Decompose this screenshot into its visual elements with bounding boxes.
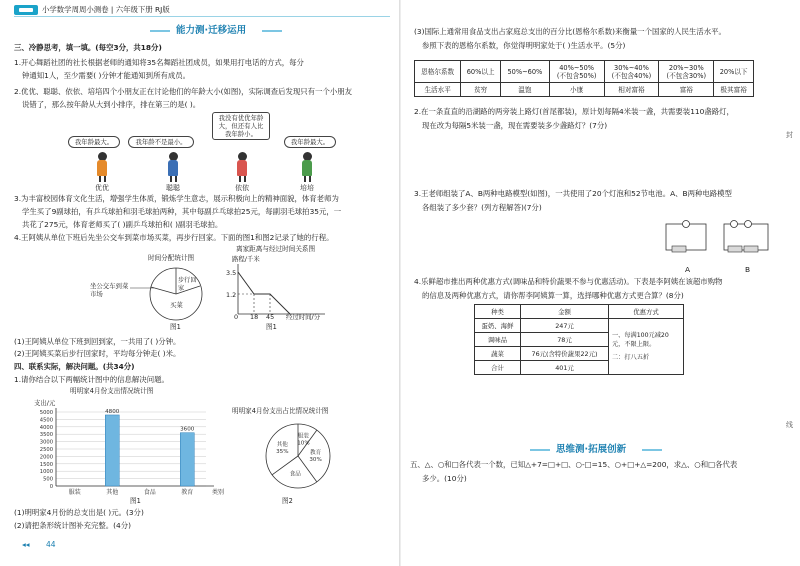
circuit-label-b: B xyxy=(745,265,751,274)
fig1-label-walk: 步行回家 xyxy=(178,277,197,292)
q4-line1: 4.王阿姨从单位下班后先坐公交车到菜市场买菜，再步行回家。下面的图1和图2记录了她的行程。 xyxy=(14,233,334,242)
bar-category-label: 其他 xyxy=(106,489,119,496)
shop-header-offer: 优惠方式 xyxy=(609,305,684,319)
margin-mark-line: 线 xyxy=(786,421,793,429)
page-header: 小学数学周周小测卷 | 六年级下册 RJ版 xyxy=(42,5,170,14)
speech-bubble-congcong: 我年龄不是最小。 xyxy=(128,136,194,148)
engel-header-cell: 40%~50% (不包含50%) xyxy=(549,61,604,83)
shop-cell: 78元 xyxy=(521,333,609,347)
section-deco-left xyxy=(150,30,170,32)
speech-bubble-yiyi: 我没有优优年龄大，但还有人比我年龄小。 xyxy=(212,112,270,140)
engel-header-cell: 20%~30% (不包含30%) xyxy=(659,61,714,83)
engel-level-cell: 富裕 xyxy=(659,83,714,97)
bar-chart-caption: 图1 xyxy=(130,497,141,505)
fig1-caption: 图1 xyxy=(170,323,181,331)
bar-ytick-label: 3500 xyxy=(39,432,53,439)
kid-name-yiyi: 依依 xyxy=(235,184,249,192)
kid-name-congcong: 聪聪 xyxy=(166,184,180,192)
q1-line2: 钟通知1人，至少需要( )分钟才能通知到所有成员。 xyxy=(22,71,191,80)
bar-xlabel: 类别 xyxy=(211,489,225,496)
section-deco-right xyxy=(262,30,282,32)
shop-header-kind: 种类 xyxy=(475,305,521,319)
q3-line3: 共花了275元，体育老师买了( )副乒乓球拍和( )副羽毛球拍。 xyxy=(22,220,223,229)
section-title-thinking: 思维测·拓展创新 xyxy=(556,444,627,455)
bar-ytick-label: 500 xyxy=(43,476,53,483)
page-number-left: 44 xyxy=(46,540,56,549)
bar-教育 xyxy=(180,433,194,486)
speech-bubble-peipei: 我年龄最大。 xyxy=(284,136,336,148)
fig1-label-bus: 坐公交车到菜市场 xyxy=(90,282,129,298)
kid-name-peipei: 培培 xyxy=(300,184,314,192)
bar-category-label: 教育 xyxy=(181,489,194,496)
q-charts-sub2: (2)请把条形统计图补充完整。(4分) xyxy=(14,521,132,530)
engel-level-cell: 相对富裕 xyxy=(604,83,659,97)
q2-line2: 说错了，那么按年龄从大到小排序，排在第三的是( )。 xyxy=(22,100,201,109)
q3-line1: 3.为丰富校园体育文化生活，增强学生体质，锻炼学生意志，展示积极向上的精神面貌，体育老师为 xyxy=(14,194,339,203)
q4-sub2: (2)王阿姨买菜后步行回家时，平均每分钟走( )米。 xyxy=(14,349,181,358)
r-q3-line2: 各组装了多少套？(列方程解答)(7分) xyxy=(422,203,542,212)
kid-name-youyou: 优优 xyxy=(95,184,109,192)
fig2-ylabel: 路程/千米 xyxy=(232,255,260,263)
speech-bubble-youyou: 我年龄最大。 xyxy=(68,136,120,148)
shop-cell: 401元 xyxy=(521,361,609,375)
pie-chart xyxy=(254,418,344,498)
fig2-xtick-45: 45 xyxy=(266,313,275,321)
section2-deco-left xyxy=(530,449,550,451)
engel-level-cell: 温饱 xyxy=(501,83,550,97)
shop-cell: 调味品 xyxy=(475,333,521,347)
q3a-line2: 参照下表的恩格尔系数，你觉得明明家处于( )生活水平。(5分) xyxy=(422,41,626,50)
shopping-table xyxy=(474,304,684,375)
engel-level-cell: 极其富裕 xyxy=(714,83,754,97)
shop-cell: 247元 xyxy=(521,319,609,333)
bar-其他 xyxy=(105,415,119,486)
section-title-ability: 能力测·迁移运用 xyxy=(176,25,247,36)
r-q4-line2: 的信息及两种优惠方式，请你帮李阿姨算一算，选择哪种优惠方式更合算？(8分) xyxy=(422,291,684,300)
margin-mark-seal: 封 xyxy=(786,131,793,139)
shop-offer-2: 二：打八五折 xyxy=(612,354,650,361)
shop-cell: 蛋奶、海鲜 xyxy=(475,319,521,333)
engel-table xyxy=(414,60,754,97)
bar-value-label: 3600 xyxy=(180,426,195,433)
q2-line1: 2.优优、聪聪、依依、培培四个小朋友正在讨论他们的年龄大小(如图)，实际调查后发现只有一个小朋友 xyxy=(14,87,353,96)
fig2-xlabel: 经过时间/分 xyxy=(286,313,321,321)
fig2-xtick-18: 18 xyxy=(250,313,259,321)
circuit-diagram xyxy=(662,214,782,264)
r-q3-line1: 3.王老师组装了A、B两种电路模型(如图)，一共使用了20个灯泡和52节电池。A、B两种电路模型 xyxy=(414,189,732,198)
pie-chart-caption: 图2 xyxy=(282,497,293,505)
bar-ytick-label: 5000 xyxy=(39,410,53,416)
engel-header-cell: 恩格尔系数 xyxy=(415,61,461,83)
part4-heading: 四、联系实际，解决问题。(共34分) xyxy=(14,362,135,371)
engel-level-cell: 小康 xyxy=(549,83,604,97)
q3-line2: 学生买了9副球拍，有乒乓球拍和羽毛球拍两种，其中每副乒乓球拍25元，每副羽毛球拍35元，一 xyxy=(22,207,342,216)
circuit-label-a: A xyxy=(685,265,691,274)
page-number-arrow-icon: ◂◂ xyxy=(22,540,30,549)
shop-cell: 76元(含特价蔬果22元) xyxy=(521,347,609,361)
q4-sub1: (1)王阿姨从单位下班到回到家，一共用了( )分钟。 xyxy=(14,337,181,346)
shop-header-amount: 金额 xyxy=(521,305,609,319)
bar-category-label: 食品 xyxy=(143,489,156,496)
part3-heading: 三、冷静思考，填一填。(每空3分，共18分) xyxy=(14,43,162,52)
shop-offer-1: 一、每满100元减20元，不限上限。 xyxy=(612,332,669,348)
engel-header-cell: 30%~40% (不包含40%) xyxy=(604,61,659,83)
section2-deco-right xyxy=(642,449,662,451)
bar-ytick-label: 3000 xyxy=(39,439,53,446)
r-q5-line1: 五、△、○和□各代表一个数，已知△+7=□+□、○-□=15、○+□+△=200，求△、○和□各代表 xyxy=(410,460,738,469)
r-q4-line1: 4.乐鲜超市推出两种优惠方式(调味品和特价蔬果不参与优惠活动)。下表是李阿姨在该超市购物 xyxy=(414,277,723,286)
bar-ytick-label: 0 xyxy=(49,484,53,490)
r-q2-line1: 2.在一条直直的沿湖路的两旁装上路灯(首尾都装)，原计划每隔4米装一盏，共需要装110盏路灯， xyxy=(414,107,734,116)
pie-label: 食品 xyxy=(289,471,301,478)
engel-level-cell: 贫穷 xyxy=(461,83,501,97)
header-divider xyxy=(14,16,390,17)
bar-value-label: 4800 xyxy=(105,408,120,415)
right-page xyxy=(400,0,800,566)
q-charts-intro: 1.请你结合以下两幅统计图中的信息解决问题。 xyxy=(14,375,169,384)
q-charts-sub1: (1)明明家4月份的总支出是( )元。(3分) xyxy=(14,508,144,517)
pie-label: 教育 30% xyxy=(309,450,322,463)
bar-chart-title: 明明家4月份支出情况统计图 xyxy=(70,387,154,395)
fig1-pie-chart xyxy=(80,262,220,342)
pie-label: 其他 35% xyxy=(276,442,289,456)
fig2-xtick-0: 0 xyxy=(234,313,239,321)
bar-ytick-label: 2500 xyxy=(39,447,53,453)
q3a-line1: (3)国际上通常用食品支出占家庭总支出的百分比(恩格尔系数)来衡量一个国家的人民生活水平。 xyxy=(414,27,726,36)
bar-chart xyxy=(30,406,230,496)
book-logo-icon xyxy=(14,5,38,15)
engel-header-cell: 50%~60% xyxy=(501,61,550,83)
engel-header-cell: 20%以下 xyxy=(714,61,754,83)
fig2-title: 离家距离与经过时间关系图 xyxy=(236,245,316,253)
pie-label: 服装 10% xyxy=(297,433,310,447)
q1-line1: 1.开心舞蹈社团的社长根据老师的通知将35名舞蹈社团成员，如果用打电话的方式，每分 xyxy=(14,58,304,67)
bar-chart-ylabel: 支出/元 xyxy=(34,399,56,407)
pie-chart-title: 明明家4月份支出占比情况统计图 xyxy=(232,407,329,415)
bar-ytick-label: 1500 xyxy=(39,461,53,468)
bar-ytick-label: 2000 xyxy=(39,454,53,461)
bar-ytick-label: 4000 xyxy=(39,424,53,431)
fig2-ytick-3.5: 3.5 xyxy=(226,269,237,277)
shop-cell: 蔬菜 xyxy=(475,347,521,361)
fig1-label-shop: 买菜 xyxy=(170,301,183,309)
fig2-caption: 图1 xyxy=(266,323,277,331)
r-q5-line2: 多少。(10分) xyxy=(422,474,467,483)
engel-level-cell: 生活水平 xyxy=(415,83,461,97)
fig2-ytick-1.2: 1.2 xyxy=(226,291,237,299)
bar-category-label: 服装 xyxy=(68,489,81,496)
engel-header-cell: 60%以上 xyxy=(461,61,501,83)
bar-ytick-label: 1000 xyxy=(39,469,53,476)
r-q2-line2: 现在改为每隔5米装一盏，现在需要装多少盏路灯？(7分) xyxy=(422,121,608,130)
shop-offers-cell xyxy=(609,319,684,375)
bar-ytick-label: 4500 xyxy=(39,417,53,424)
fig1-title: 时间分配统计图 xyxy=(148,254,195,262)
shop-cell: 合计 xyxy=(475,361,521,375)
